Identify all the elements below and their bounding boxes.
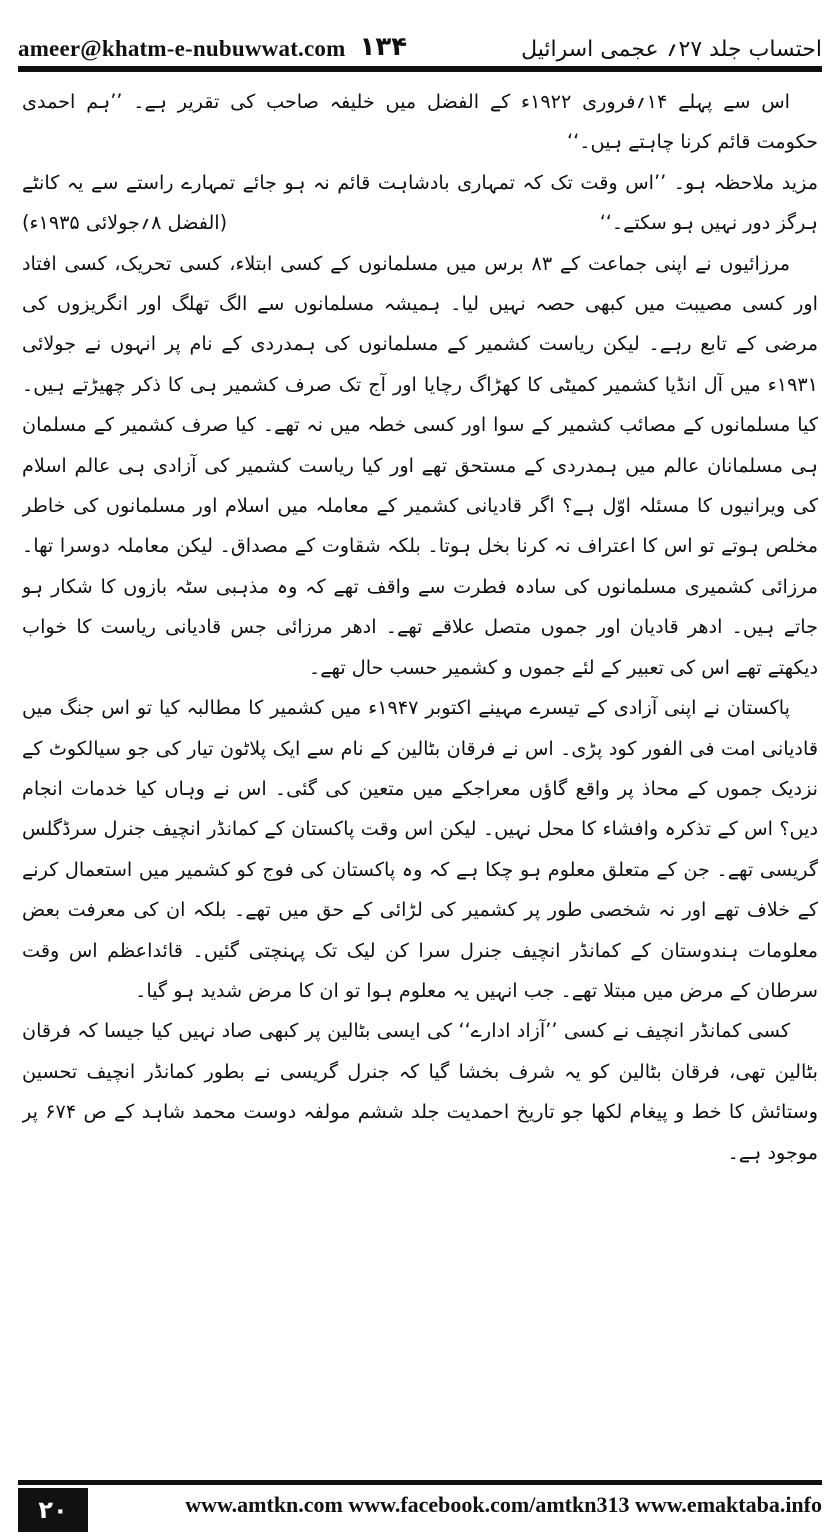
- paragraph-1: اس سے پہلے ۱۴؍فروری ۱۹۲۲ء کے الفضل میں خلیفہ صاحب کی تقریر ہے۔ ’’ہم احمدی حکومت قائم کرنا چاہتے ہیں۔‘‘: [22, 90, 818, 154]
- header-left: [18, 32, 407, 62]
- page-header: [18, 10, 822, 62]
- paragraph-2-text: مزید ملاحظہ ہو۔ ’’اس وقت تک کہ تمہاری بادشاہت قائم نہ ہو جائے تمہارے راستے سے یہ کانٹے ہرگز دور نہیں ہو سکتے۔‘‘: [22, 170, 818, 235]
- paragraph-3: مرزائیوں نے اپنی جماعت کے ۸۳ برس میں مسلمانوں کے کسی ابتلاء، کسی تحریک، کسی افتاد اور کسی مصیبت میں کبھی حصہ نہیں لیا۔ ہمیشہ مسلمانوں سے الگ تھلگ اور انگریزوں کی مرضی کے تابع رہے۔ لیکن ریاست کشمیر کے مسلمانوں کی ہمدردی کے نام پر انہوں نے جولائی ۱۹۳۱ء میں آل انڈیا کشمیر کمیٹی کا کھڑاگ رچایا اور آج تک صرف کشمیر ہی کا ذکر چھیڑتے ہیں۔ کیا مسلمانوں کے مصائب کشمیر کے سوا اور کسی خطہ میں نہ تھے۔ کیا صرف کشمیر کے مسلمان ہی مسلمانان عالم میں ہمدردی کے مستحق تھے اور کیا ریاست کشمیر کی آزادی ہی عالم اسلام کی ویرانیوں کا مسئلہ اوّل ہے؟ اگر قادیانی کشمیر کے معاملہ میں اسلام اور مسلمانوں کی خاطر مخلص ہوتے تو اس کا اعتراف نہ کرنا بخل ہوتا۔ بلکہ شقاوت کے مصداق۔ لیکن معاملہ دوسرا تھا۔ مرزائی کشمیری مسلمانوں کی سادہ فطرت سے واقف تھے کہ وہ مذہبی سٹہ بازوں کا شکار ہو جاتے ہیں۔ ادھر قادیان اور جموں متصل علاقے تھے۔ ادھر مرزائی جس قادیانی ریاست کا خواب دیکھتے تھے اس کی تعبیر کے لئے جموں و کشمیر حسب حال تھے۔: [22, 251, 818, 679]
- paragraph-4: پاکستان نے اپنی آزادی کے تیسرے مہینے اکتوبر ۱۹۴۷ء میں کشمیر کا مطالبہ کیا تو اس جنگ میں قادیانی امت فی الفور کود پڑی۔ اس نے فرقان بٹالین کے نام سے ایک پلاٹون تیار کی جو سیالکوٹ کے نزدیک جموں کے محاذ پر واقع گاؤں معراجکے میں متعین کی گئی۔ اس نے وہاں کیا خدمات انجام دیں؟ اس کے تذکرہ وافشاء کا محل نہیں۔ لیکن اس وقت پاکستان کے کمانڈر انچیف جنرل سرڈگلس گریسی تھے۔ جن کے متعلق معلوم ہو چکا ہے کہ وہ پاکستان کی فوج کو کشمیر میں استعمال کرنے کے خلاف تھے اور نہ شخصی طور پر کشمیر کی لڑائی کے حق میں تھے۔ بلکہ ان کی معرفت بعض معلومات ہندوستان کے کمانڈر انچیف جنرل سرا کن لیک تک پہنچتی گئیں۔ قائداعظم اس وقت سرطان کے مرض میں مبتلا تھے۔ جب انہیں یہ معلوم ہوا تو ان کا مرض شدید ہو گیا۔: [22, 696, 818, 1002]
- footer-links[interactable]: www.amtkn.com www.facebook.com/amtkn313 www.emaktaba.info: [185, 1492, 822, 1517]
- page-number: ۱۳۴: [359, 32, 408, 62]
- page-footer: [18, 1480, 822, 1534]
- footer-rule: [18, 1480, 822, 1485]
- header-rule: [18, 66, 822, 72]
- header-email[interactable]: ameer@khatm-e-nubuwwat.com: [18, 36, 346, 61]
- body-text: [22, 82, 818, 1448]
- paragraph-2: [22, 163, 818, 244]
- citation-reference: (الفضل ۸؍جولائی ۱۹۳۵ء): [22, 211, 228, 235]
- running-title: احتساب جلد ۲۷؍ عجمی اسرائیل: [521, 37, 822, 62]
- footer-page-marker: ۲۰: [18, 1488, 88, 1532]
- paragraph-5: کسی کمانڈر انچیف نے کسی ’’آزاد ادارے‘‘ کی ایسی بٹالین پر کبھی صاد نہیں کیا جیسا کہ فرقان بٹالین تھی، فرقان بٹالین کو یہ شرف بخشا گیا کہ جنرل گریسی نے بطور کمانڈر انچیف تحسین وستائش کا خط و پیغام لکھا جو تاریخ احمدیت جلد ششم مولفہ دوست محمد شاہد کے ص ۶۷۴ پر موجود ہے۔: [22, 1019, 818, 1164]
